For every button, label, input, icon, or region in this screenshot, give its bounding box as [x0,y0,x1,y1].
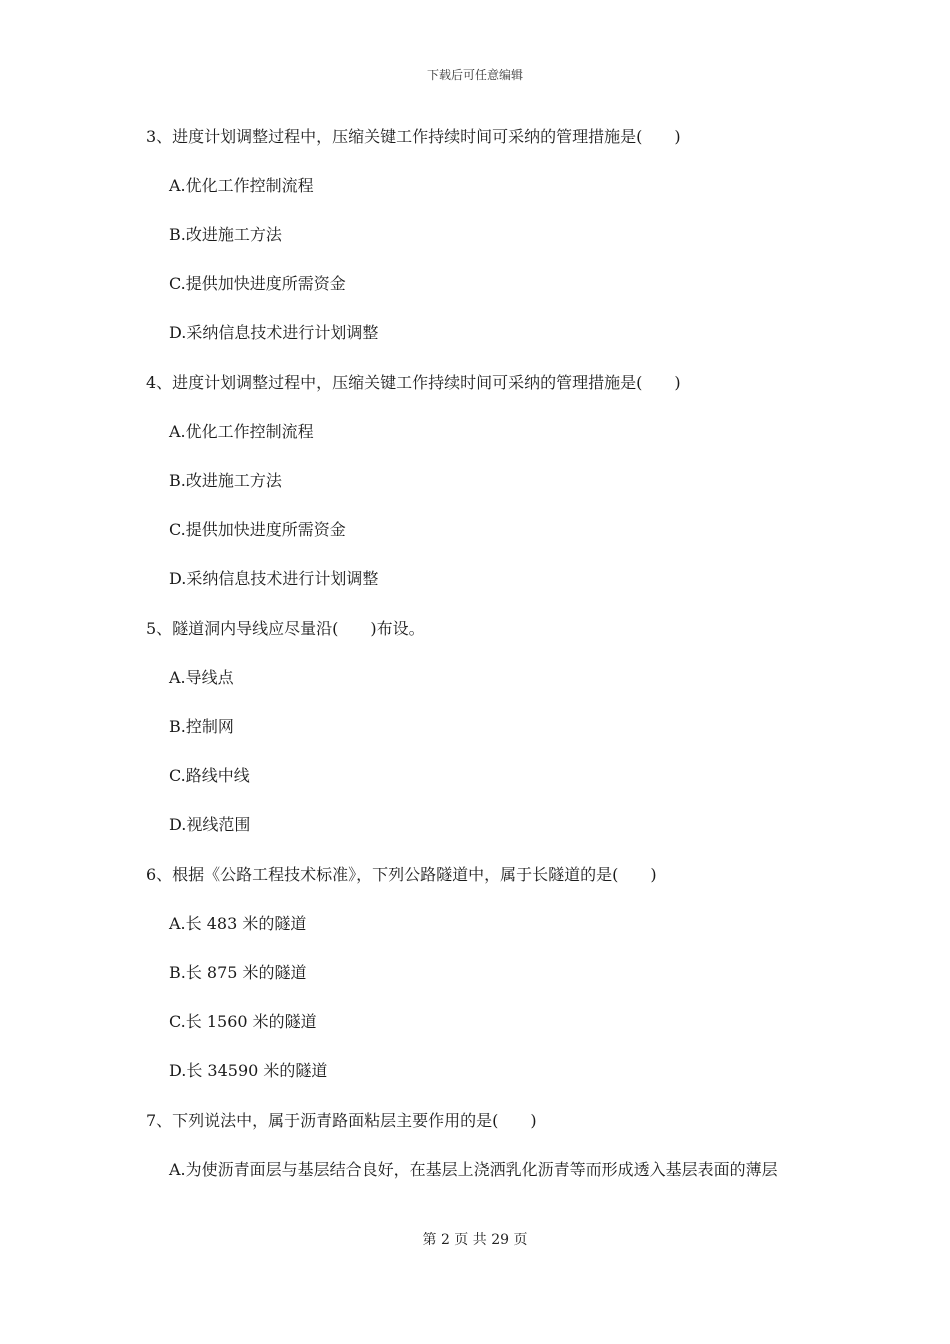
question-option: D.长 34590 米的隧道 [169,1061,328,1080]
question-option: A.导线点 [169,668,234,687]
question-stem: 4、进度计划调整过程中，压缩关键工作持续时间可采纳的管理措施是( ) [146,373,681,392]
question-option: B.控制网 [169,717,234,736]
question-option: C.路线中线 [169,766,250,785]
page-header: 下载后可任意编辑 [426,68,523,82]
question-stem: 7、下列说法中，属于沥青路面粘层主要作用的是( ) [146,1111,537,1130]
question-option: A.优化工作控制流程 [169,422,314,441]
question-stem: 3、进度计划调整过程中，压缩关键工作持续时间可采纳的管理措施是( ) [146,127,681,146]
question-option: D.采纳信息技术进行计划调整 [169,323,379,342]
question-option: C.提供加快进度所需资金 [169,274,346,293]
question-option: C.长 1560 米的隧道 [169,1012,317,1031]
question-option: A.长 483 米的隧道 [169,914,307,933]
question-option: A.为使沥青面层与基层结合良好，在基层上浇洒乳化沥青等而形成透入基层表面的薄层 [169,1160,778,1179]
question-option: D.采纳信息技术进行计划调整 [169,569,379,588]
question-option: A.优化工作控制流程 [169,176,314,195]
question-option: B.改进施工方法 [169,225,282,244]
page-footer: 第 2 页 共 29 页 [422,1232,528,1248]
question-option: B.长 875 米的隧道 [169,963,307,982]
question-stem: 6、根据《公路工程技术标准》，下列公路隧道中，属于长隧道的是( ) [146,865,657,884]
question-stem: 5、隧道洞内导线应尽量沿( )布设。 [146,619,425,638]
question-option: C.提供加快进度所需资金 [169,520,346,539]
question-option: D.视线范围 [169,815,251,834]
question-option: B.改进施工方法 [169,471,282,490]
